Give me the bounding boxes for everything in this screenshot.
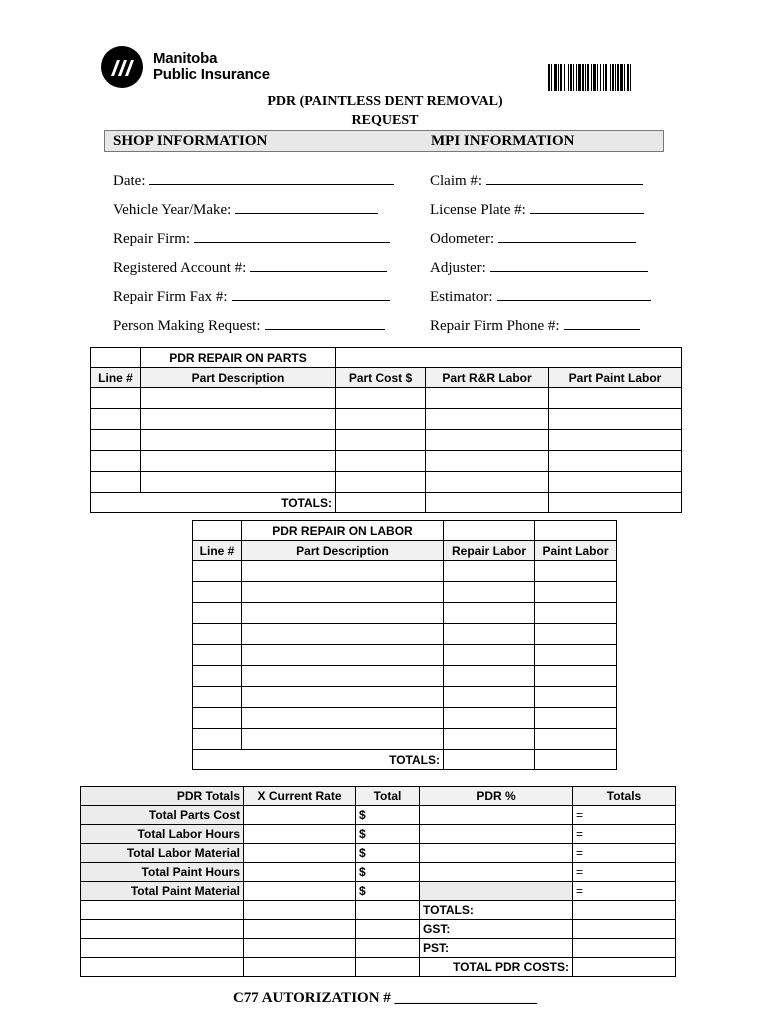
labor-input-cell[interactable]	[193, 645, 242, 666]
summary-rate-cell[interactable]	[244, 844, 356, 863]
parts-total-paint-cell[interactable]	[549, 493, 682, 513]
labor-input-cell[interactable]	[535, 645, 617, 666]
summary-header-total: Total	[356, 787, 420, 806]
barcode-icon	[548, 64, 703, 91]
parts-input-cell[interactable]	[549, 409, 682, 430]
parts-total-cost-cell[interactable]	[336, 493, 426, 513]
mpi-field-0	[430, 172, 643, 190]
summary-gst-value[interactable]	[573, 920, 676, 939]
parts-input-cell[interactable]	[91, 409, 141, 430]
logo-text-line2: Public Insurance	[153, 66, 270, 83]
summary-row-label: Total Labor Hours	[81, 825, 244, 844]
table-row	[193, 624, 617, 645]
mpi-field-label: Repair Firm Phone #:	[430, 318, 560, 334]
parts-header-cost: Part Cost $	[336, 368, 426, 388]
summary-pst-label: PST:	[420, 939, 573, 958]
summary-totals-value[interactable]	[573, 901, 676, 920]
parts-input-cell[interactable]	[336, 388, 426, 409]
parts-input-cell[interactable]	[141, 430, 336, 451]
mpi-field-2	[430, 230, 636, 248]
summary-dollar-cell[interactable]: $	[356, 806, 420, 825]
parts-input-cell[interactable]	[91, 388, 141, 409]
summary-gst-label: GST:	[420, 920, 573, 939]
parts-blank-cell	[91, 348, 141, 368]
summary-blank-cell	[81, 958, 244, 977]
table-row	[193, 666, 617, 687]
labor-input-cell[interactable]	[242, 582, 444, 603]
c77-authorization-line: C77 AUTORIZATION # ___________________	[232, 990, 538, 1006]
labor-input-cell[interactable]	[444, 603, 535, 624]
shop-field-4	[113, 288, 390, 306]
summary-blank-cell	[81, 920, 244, 939]
labor-input-cell[interactable]	[444, 624, 535, 645]
labor-header-line: Line #	[193, 541, 242, 561]
labor-input-cell[interactable]	[193, 729, 242, 750]
labor-input-cell[interactable]	[444, 708, 535, 729]
pdr-summary-table	[80, 786, 676, 977]
summary-pdr-percent-cell[interactable]	[420, 825, 573, 844]
summary-rate-cell[interactable]	[244, 863, 356, 882]
labor-table-title: PDR REPAIR ON LABOR	[242, 521, 444, 541]
labor-blank-cell	[535, 521, 617, 541]
summary-blank-cell	[81, 939, 244, 958]
mpi-field-1	[430, 201, 644, 219]
shop-field-0	[113, 172, 394, 190]
labor-input-cell[interactable]	[193, 687, 242, 708]
shop-field-input-line[interactable]	[235, 201, 378, 214]
labor-input-cell[interactable]	[242, 645, 444, 666]
labor-input-cell[interactable]	[242, 687, 444, 708]
mpi-field-3	[430, 259, 648, 277]
shop-field-1	[113, 201, 378, 219]
summary-rate-cell[interactable]	[244, 882, 356, 901]
parts-input-cell[interactable]	[426, 472, 549, 493]
table-row	[193, 687, 617, 708]
summary-dollar-cell[interactable]: $	[356, 825, 420, 844]
labor-input-cell[interactable]	[193, 603, 242, 624]
parts-input-cell[interactable]	[336, 430, 426, 451]
summary-blank-cell	[356, 939, 420, 958]
labor-input-cell[interactable]	[242, 561, 444, 582]
labor-input-cell[interactable]	[444, 687, 535, 708]
parts-input-cell[interactable]	[549, 451, 682, 472]
table-row	[81, 882, 676, 901]
labor-blank-cell	[444, 521, 535, 541]
labor-blank-cell	[193, 521, 242, 541]
labor-input-cell[interactable]	[535, 687, 617, 708]
barcode-bar	[631, 64, 632, 91]
shop-field-3	[113, 259, 387, 277]
labor-input-cell[interactable]	[535, 561, 617, 582]
summary-dollar-cell[interactable]: $	[356, 844, 420, 863]
summary-equals-cell[interactable]: =	[573, 825, 676, 844]
parts-input-cell[interactable]	[336, 472, 426, 493]
parts-input-cell[interactable]	[141, 451, 336, 472]
labor-input-cell[interactable]	[535, 708, 617, 729]
parts-blank-cell	[336, 348, 682, 368]
mpi-logo-icon	[101, 46, 143, 88]
parts-table-title: PDR REPAIR ON PARTS	[141, 348, 336, 368]
parts-input-cell[interactable]	[549, 472, 682, 493]
table-row	[91, 430, 682, 451]
summary-totals-label: TOTALS:	[420, 901, 573, 920]
parts-header-description: Part Description	[141, 368, 336, 388]
shop-field-label: Repair Firm:	[113, 231, 191, 247]
parts-input-cell[interactable]	[426, 430, 549, 451]
parts-input-cell[interactable]	[426, 451, 549, 472]
parts-input-cell[interactable]	[91, 430, 141, 451]
table-row	[91, 409, 682, 430]
summary-equals-cell[interactable]: =	[573, 844, 676, 863]
labor-input-cell[interactable]	[444, 666, 535, 687]
summary-blank-cell	[356, 958, 420, 977]
table-row	[193, 645, 617, 666]
mpi-field-input-line[interactable]	[490, 259, 648, 272]
labor-input-cell[interactable]	[193, 666, 242, 687]
mpi-field-label: Claim #:	[430, 173, 483, 189]
mpi-field-input-line[interactable]	[486, 172, 643, 185]
parts-input-cell[interactable]	[426, 388, 549, 409]
shop-information-heading: SHOP INFORMATION	[113, 133, 268, 149]
mpi-field-label: Estimator:	[430, 289, 493, 305]
parts-input-cell[interactable]	[336, 451, 426, 472]
summary-pdr-percent-cell[interactable]	[420, 844, 573, 863]
labor-input-cell[interactable]	[193, 582, 242, 603]
labor-input-cell[interactable]	[535, 666, 617, 687]
table-row	[91, 472, 682, 493]
section-header-bar	[104, 130, 664, 152]
shop-field-5	[113, 317, 385, 335]
mpi-field-4	[430, 288, 651, 306]
shop-field-input-line[interactable]	[232, 288, 390, 301]
summary-blank-cell	[244, 939, 356, 958]
labor-header-repair: Repair Labor	[444, 541, 535, 561]
summary-header-rate: X Current Rate	[244, 787, 356, 806]
shop-field-2	[113, 230, 390, 248]
labor-input-cell[interactable]	[444, 582, 535, 603]
labor-input-cell[interactable]	[444, 729, 535, 750]
labor-input-cell[interactable]	[242, 729, 444, 750]
parts-total-rr-cell[interactable]	[426, 493, 549, 513]
summary-pdr-percent-cell[interactable]	[420, 806, 573, 825]
parts-input-cell[interactable]	[426, 409, 549, 430]
summary-blank-cell	[244, 920, 356, 939]
summary-row-label: Total Labor Material	[81, 844, 244, 863]
labor-total-paint-cell[interactable]	[535, 750, 617, 770]
parts-header-rr-labor: Part R&R Labor	[426, 368, 549, 388]
shop-field-label: Date:	[113, 173, 146, 189]
shop-field-input-line[interactable]	[250, 259, 387, 272]
labor-totals-label: TOTALS:	[193, 750, 444, 770]
table-row	[81, 844, 676, 863]
summary-blank-cell	[244, 958, 356, 977]
pdr-labor-table	[192, 520, 617, 770]
summary-equals-cell[interactable]: =	[573, 863, 676, 882]
labor-input-cell[interactable]	[193, 708, 242, 729]
table-row	[81, 863, 676, 882]
labor-header-paint: Paint Labor	[535, 541, 617, 561]
summary-rate-cell[interactable]	[244, 825, 356, 844]
summary-blank-cell	[244, 901, 356, 920]
mpi-field-5	[430, 317, 640, 335]
parts-totals-label: TOTALS:	[91, 493, 336, 513]
summary-row-label: Total Parts Cost	[81, 806, 244, 825]
mpi-field-input-line[interactable]	[498, 230, 636, 243]
table-row	[193, 708, 617, 729]
table-row	[81, 825, 676, 844]
table-row	[81, 806, 676, 825]
summary-row-label: Total Paint Hours	[81, 863, 244, 882]
mpi-field-label: Odometer:	[430, 231, 495, 247]
labor-input-cell[interactable]	[535, 603, 617, 624]
summary-equals-cell[interactable]: =	[573, 882, 676, 901]
labor-total-repair-cell[interactable]	[444, 750, 535, 770]
labor-input-cell[interactable]	[444, 645, 535, 666]
summary-dollar-cell[interactable]: $	[356, 863, 420, 882]
table-row	[193, 729, 617, 750]
summary-equals-cell[interactable]: =	[573, 806, 676, 825]
labor-input-cell[interactable]	[193, 561, 242, 582]
shop-field-label: Registered Account #:	[113, 260, 247, 276]
summary-blank-cell	[356, 920, 420, 939]
parts-header-paint-labor: Part Paint Labor	[549, 368, 682, 388]
form-title-line1: PDR (PAINTLESS DENT REMOVAL)	[267, 94, 503, 109]
labor-input-cell[interactable]	[193, 624, 242, 645]
form-title-line2: REQUEST	[351, 113, 419, 128]
labor-input-cell[interactable]	[535, 729, 617, 750]
summary-pdr-percent-cell[interactable]	[420, 882, 573, 901]
summary-dollar-cell[interactable]: $	[356, 882, 420, 901]
parts-input-cell[interactable]	[91, 451, 141, 472]
labor-input-cell[interactable]	[535, 582, 617, 603]
shop-field-label: Vehicle Year/Make:	[113, 202, 232, 218]
summary-blank-cell	[81, 901, 244, 920]
labor-input-cell[interactable]	[242, 708, 444, 729]
table-row	[91, 451, 682, 472]
parts-input-cell[interactable]	[141, 472, 336, 493]
labor-input-cell[interactable]	[444, 561, 535, 582]
shop-field-input-line[interactable]	[265, 317, 385, 330]
parts-input-cell[interactable]	[549, 430, 682, 451]
shop-field-label: Repair Firm Fax #:	[113, 289, 228, 305]
labor-input-cell[interactable]	[242, 603, 444, 624]
summary-row-label: Total Paint Material	[81, 882, 244, 901]
summary-header-pdr-totals: PDR Totals	[81, 787, 244, 806]
parts-input-cell[interactable]	[549, 388, 682, 409]
pdr-parts-table	[90, 347, 682, 513]
labor-input-cell[interactable]	[242, 624, 444, 645]
summary-total-costs-value[interactable]	[573, 958, 676, 977]
parts-input-cell[interactable]	[336, 409, 426, 430]
mpi-field-label: License Plate #:	[430, 202, 526, 218]
summary-pdr-percent-cell[interactable]	[420, 863, 573, 882]
shop-field-label: Person Making Request:	[113, 318, 261, 334]
shop-field-input-line[interactable]	[194, 230, 390, 243]
mpi-field-label: Adjuster:	[430, 260, 486, 276]
mpi-field-input-line[interactable]	[530, 201, 644, 214]
labor-header-description: Part Description	[242, 541, 444, 561]
summary-header-pdr-percent: PDR %	[420, 787, 573, 806]
table-row	[193, 582, 617, 603]
table-row	[193, 561, 617, 582]
summary-pst-value[interactable]	[573, 939, 676, 958]
labor-input-cell[interactable]	[535, 624, 617, 645]
summary-blank-cell	[356, 901, 420, 920]
mpi-information-heading: MPI INFORMATION	[431, 133, 575, 149]
logo-text-line1: Manitoba	[153, 50, 218, 67]
table-row	[91, 388, 682, 409]
table-row	[193, 603, 617, 624]
summary-header-totals: Totals	[573, 787, 676, 806]
parts-header-line: Line #	[91, 368, 141, 388]
mpi-field-input-line[interactable]	[564, 317, 640, 330]
parts-input-cell[interactable]	[91, 472, 141, 493]
summary-total-costs-label: TOTAL PDR COSTS:	[420, 958, 573, 977]
mpi-field-input-line[interactable]	[497, 288, 651, 301]
parts-input-cell[interactable]	[141, 409, 336, 430]
shop-field-input-line[interactable]	[149, 172, 394, 185]
labor-input-cell[interactable]	[242, 666, 444, 687]
summary-rate-cell[interactable]	[244, 806, 356, 825]
parts-input-cell[interactable]	[141, 388, 336, 409]
